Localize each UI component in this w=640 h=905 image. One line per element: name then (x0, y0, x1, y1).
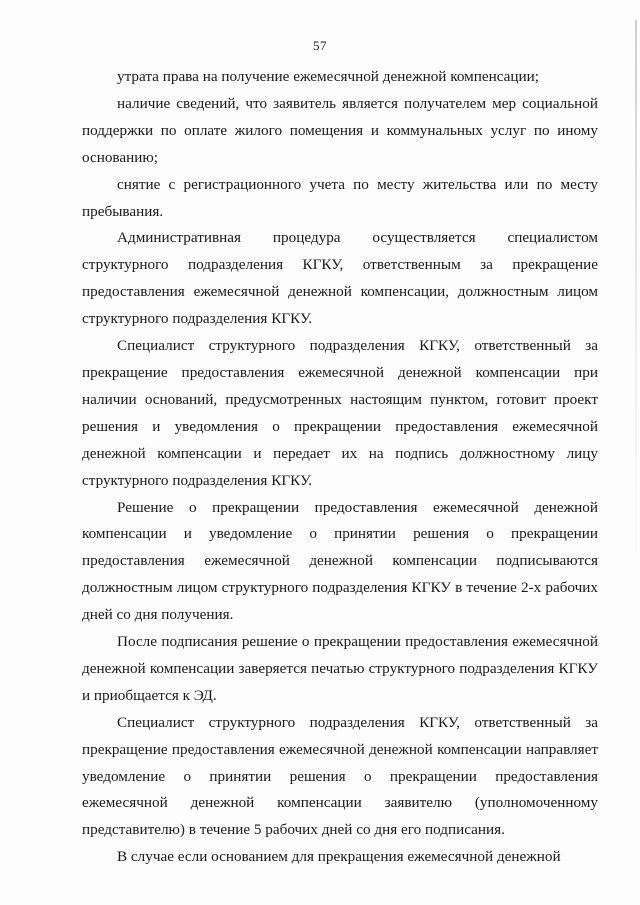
paragraph-in-case: В случае если основанием для прекращения ежемесячной денежной (117, 848, 561, 866)
paragraph-specialist-prepares: Специалист структурного подразделения КГКУ, ответственный за прекращение предоставления ежемесячной денежной компенсации при наличии оснований, предусмотренных настоящим пунктом, готовит проект решения и уведомления о прекращении предоставления ежемесячной денежной компенсации и передает их на подпись должностному лицу структурного подразделения КГКУ. (82, 337, 598, 489)
paragraph-loss-of-right: утрата права на получение ежемесячной денежной компенсации; (117, 68, 540, 85)
paragraph-decision-signing: Решение о прекращении предоставления ежемесячной денежной компенсации и уведомление о принятии решения о прекращении предоставления ежемесячной денежной компенсации подписываются должностным лицом структурного подразделения КГКУ в течение 2-х рабочих дней со дня получения. (82, 498, 598, 624)
paragraph-seal: После подписания решение о прекращении предоставления ежемесячной денежной компенсации заверяется печатью структурного подразделения КГКУ и приобщается к ЭД. (82, 633, 598, 704)
paragraph-notification: Специалист структурного подразделения КГКУ, ответственный за прекращение предоставления ежемесячной денежной компенсации направляет уведомление о принятии решения о прекращении предоставления ежемесячной денежной компенсации заявителю (уполномоченному представителю) в течение 5 рабочих дней со дня его подписания. (82, 713, 598, 839)
paragraph-deregistration: снятие с регистрационного учета по месту жительства или по месту пребывания. (82, 175, 598, 220)
document-body (82, 64, 598, 871)
paragraph-procedure-executor: Административная процедура осуществляется специалистом структурного подразделения КГКУ, ответственным за прекращение предоставления ежемесячной денежной компенсации, должностным лицом структурного подразделения КГКУ. (82, 229, 598, 328)
page-number: 57 (313, 38, 327, 53)
scan-edge-shadow (635, 20, 637, 580)
paragraph-other-support: наличие сведений, что заявитель является получателем мер социальной поддержки по оплате жилого помещения и коммунальных услуг по иному основанию; (82, 94, 598, 166)
